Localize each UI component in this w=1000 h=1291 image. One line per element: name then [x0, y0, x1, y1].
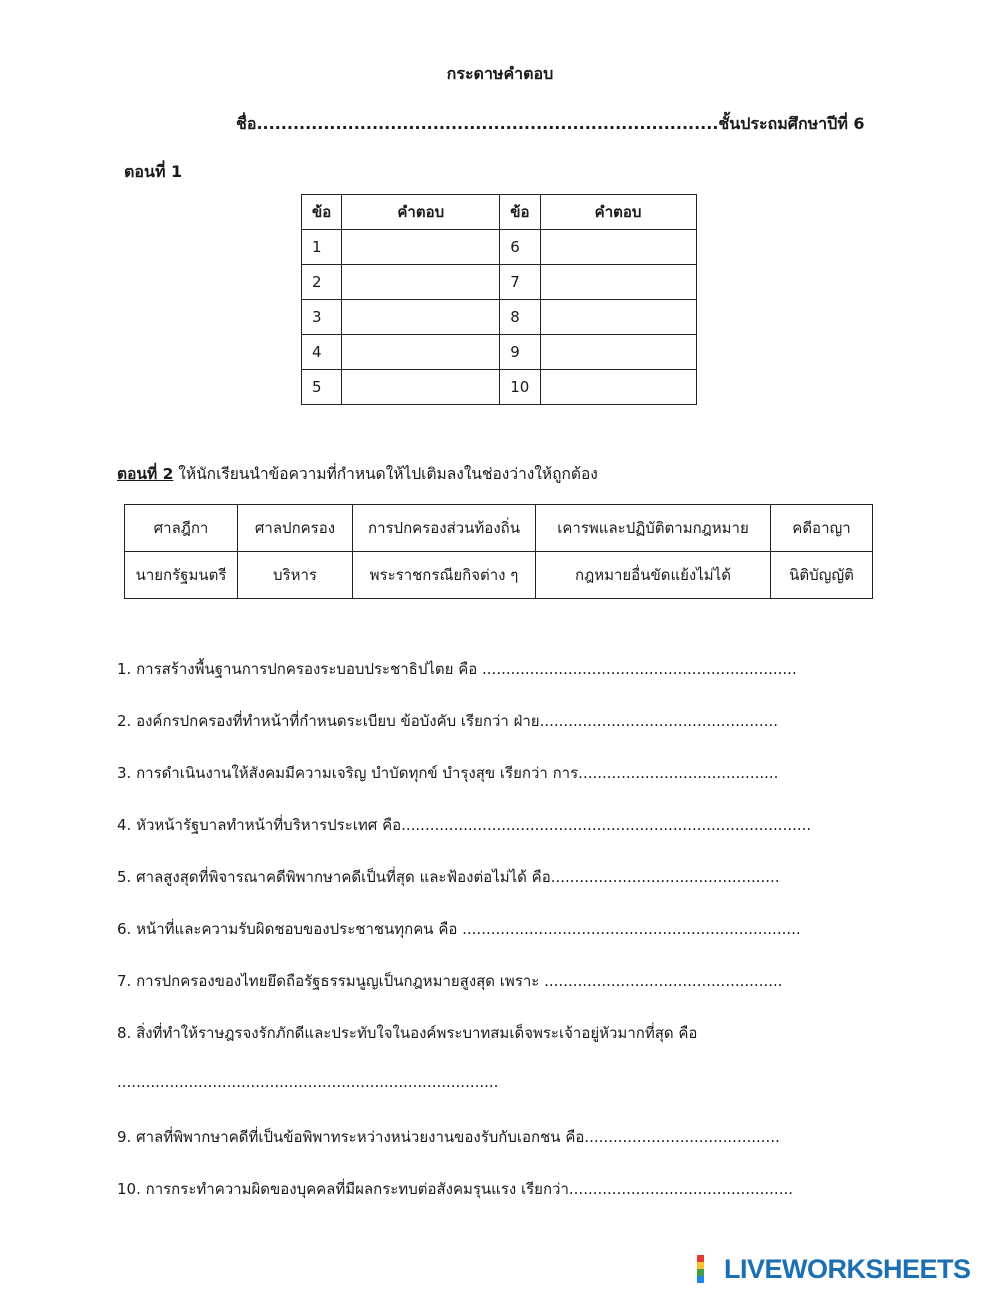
header-answer: คำตอบ — [342, 195, 500, 230]
question-7[interactable]: 7. การปกครองของไทยยึดถือรัฐธรรมนูญเป็นกฎหมายสูงสุด เพราะ .................................................. — [117, 972, 783, 990]
answer-table-header — [302, 195, 697, 230]
word-bank-row — [125, 505, 873, 552]
word-bank-cell: นิติบัญญัติ — [771, 552, 873, 599]
word-bank-cell: นายกรัฐมนตรี — [125, 552, 238, 599]
question-8: 8. สิ่งที่ทำให้ราษฎรจงรักภักดีและประทับใจในองค์พระบาทสมเด็จพระเจ้าอยู่หัวมากที่สุด คือ — [117, 1024, 698, 1042]
liveworksheets-logo-icon — [697, 1255, 721, 1283]
item-number: 4 — [302, 335, 342, 370]
item-number: 10 — [500, 370, 540, 405]
word-bank-cell: พระราชกรณียกิจต่าง ๆ — [353, 552, 536, 599]
answer-cell[interactable] — [540, 300, 696, 335]
answer-cell[interactable] — [540, 265, 696, 300]
table-row — [302, 300, 697, 335]
question-3[interactable]: 3. การดำเนินงานให้สังคมมีความเจริญ บำบัดทุกข์ บำรุงสุข เรียกว่า การ.......................................... — [117, 764, 779, 782]
item-number: 2 — [302, 265, 342, 300]
question-8-answer-line[interactable]: ................................................................................ — [117, 1073, 499, 1091]
answer-cell[interactable] — [540, 370, 696, 405]
header-answer: คำตอบ — [540, 195, 696, 230]
answer-cell[interactable] — [342, 230, 500, 265]
answer-cell[interactable] — [342, 265, 500, 300]
table-row — [302, 230, 697, 265]
item-number: 6 — [500, 230, 540, 265]
part2-label: ตอนที่ 2 — [117, 465, 174, 483]
item-number: 5 — [302, 370, 342, 405]
item-number: 8 — [500, 300, 540, 335]
table-row — [302, 370, 697, 405]
answer-cell[interactable] — [540, 335, 696, 370]
question-1[interactable]: 1. การสร้างพื้นฐานการปกครองระบอบประชาธิปไตย คือ .................................................................. — [117, 660, 797, 678]
answer-cell[interactable] — [342, 335, 500, 370]
question-5[interactable]: 5. ศาลสูงสุดที่พิจารณาคดีพิพากษาคดีเป็นที่สุด และฟ้องต่อไม่ได้ คือ................................................ — [117, 868, 780, 886]
part2-instruction: ให้นักเรียนนำข้อความที่กำหนดให้ไปเติมลงในช่องว่างให้ถูกต้อง — [173, 465, 598, 483]
word-bank-cell: บริหาร — [238, 552, 353, 599]
header-item-no: ข้อ — [302, 195, 342, 230]
item-number: 1 — [302, 230, 342, 265]
answer-cell[interactable] — [342, 370, 500, 405]
word-bank-cell: เคารพและปฏิบัติตามกฎหมาย — [536, 505, 771, 552]
question-6[interactable]: 6. หน้าที่และความรับผิดชอบของประชาชนทุกคน คือ ....................................................................... — [117, 920, 801, 938]
word-bank-cell: กฎหมายอื่นขัดแย้งไม่ได้ — [536, 552, 771, 599]
word-bank-table — [124, 504, 873, 599]
answer-cell[interactable] — [540, 230, 696, 265]
word-bank-cell: การปกครองส่วนท้องถิ่น — [353, 505, 536, 552]
item-number: 7 — [500, 265, 540, 300]
word-bank-cell: ศาลปกครอง — [238, 505, 353, 552]
header-item-no: ข้อ — [500, 195, 540, 230]
answer-table — [301, 194, 697, 405]
answer-cell[interactable] — [342, 300, 500, 335]
liveworksheets-logo-text: LIVEWORKSHEETS — [724, 1254, 971, 1284]
page-title: กระดาษคำตอบ — [446, 64, 554, 83]
question-2[interactable]: 2. องค์กรปกครองที่ทำหน้าที่กำหนดระเบียบ ข้อบังคับ เรียกว่า ฝ่าย.................................................. — [117, 712, 778, 730]
item-number: 9 — [500, 335, 540, 370]
word-bank-cell: ศาลฎีกา — [125, 505, 238, 552]
item-number: 3 — [302, 300, 342, 335]
question-9[interactable]: 9. ศาลที่พิพากษาคดีที่เป็นข้อพิพาทระหว่างหน่วยงานของรับกับเอกชน คือ......................................... — [117, 1128, 780, 1146]
table-row — [302, 335, 697, 370]
name-grade-line: ชื่อ............................................................................ชั้นประถมศึกษาปีที่ 6 — [236, 114, 865, 133]
part2-heading — [117, 461, 598, 486]
question-10[interactable]: 10. การกระทำความผิดของบุคคลที่มีผลกระทบต่อสังคมรุนแรง เรียกว่า............................................... — [117, 1180, 793, 1198]
question-4[interactable]: 4. หัวหน้ารัฐบาลทำหน้าที่บริหารประเทศ คือ...................................................................................... — [117, 816, 812, 834]
part1-label: ตอนที่ 1 — [124, 162, 183, 181]
table-row — [302, 265, 697, 300]
word-bank-cell: คดีอาญา — [771, 505, 873, 552]
word-bank-row — [125, 552, 873, 599]
